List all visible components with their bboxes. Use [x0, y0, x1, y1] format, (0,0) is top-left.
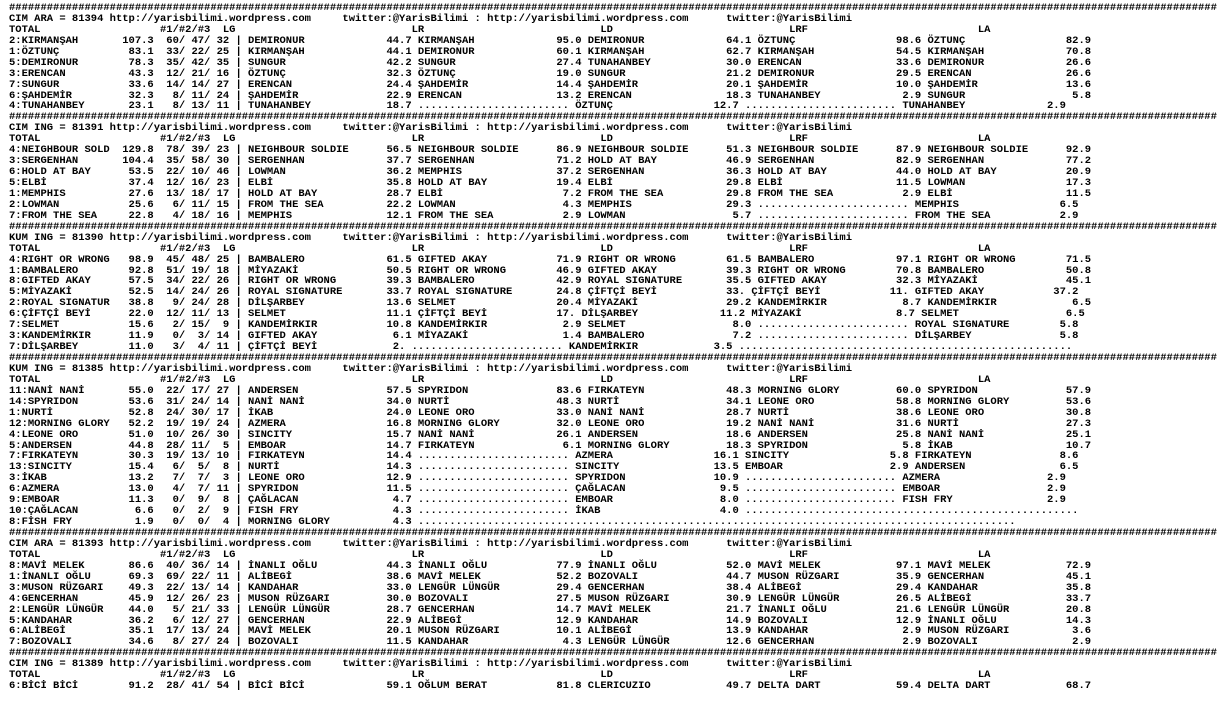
column-header-line: TOTAL #1/#2/#3 LG LR LD LRF LA	[9, 669, 991, 682]
horse-row: 5:MİYAZAKİ 52.5 14/ 24/ 26 | ROYAL SIGNATURE 33.7 ROYAL SIGNATURE 24.8 ÇİFTÇİ BEYİ 33. ÇİFTÇİ BEYİ 11. GIFTED AKAY 37.2	[9, 286, 1079, 299]
horse-row: 4:NEIGHBOUR SOLD 129.8 78/ 39/ 23 | NEIGHBOUR SOLDIE 56.5 NEIGHBOUR SOLDIE 86.9 NEIGHBOUR SOLDIE 51.3 NEIGHBOUR SOLDIE 87.9 NEIGHBOUR SOLDIE 92.9	[9, 144, 1092, 157]
horse-row: 2:KIRMANŞAH 107.3 60/ 47/ 32 | DEMIRONUR 44.7 KIRMANŞAH 95.0 DEMIRONUR 64.1 ÖZTUNÇ 98.6 ÖZTUNÇ 82.9	[9, 34, 1092, 47]
horse-row: 1:ÖZTUNÇ 83.1 33/ 22/ 25 | KIRMANŞAH 44.1 DEMIRONUR 60.1 KIRMANŞAH 62.7 KIRMANŞAH 54.5 KIRMANŞAH 70.8	[9, 45, 1092, 58]
horse-row: 7:FROM THE SEA 22.8 4/ 18/ 16 | MEMPHIS 12.1 FROM THE SEA 2.9 LOWMAN 5.7 ........................ FROM THE SEA 2.9	[9, 209, 1079, 222]
horse-row: 4:LEONE ORO 51.0 10/ 26/ 30 | SINCITY 15.7 NANİ NANİ 26.1 ANDERSEN 18.6 ANDERSEN 25.8 NANİ NANİ 25.1	[9, 428, 1092, 441]
horse-row: 7:SUNGUR 33.6 14/ 14/ 27 | ERENCAN 24.4 ŞAHDEMİR 14.4 ŞAHDEMİR 20.1 ŞAHDEMİR 10.0 ŞAHDEMİR 13.6	[9, 78, 1092, 91]
horse-row: 6:ALİBEGİ 35.1 17/ 13/ 24 | MAVİ MELEK 20.1 MUSON RÜZGARI 10.1 ALİBEGİ 13.9 KANDAHAR 2.9 MUSON RÜZGARI 3.6	[9, 625, 1092, 638]
horse-row: 3:SERGENHAN 104.4 35/ 58/ 30 | SERGENHAN 37.7 SERGENHAN 71.2 HOLD AT BAY 46.9 SERGENHAN 82.9 SERGENHAN 77.2	[9, 155, 1092, 168]
horse-row: 3:KANDEMİRKIR 11.9 0/ 3/ 14 | GIFTED AKAY 6.1 MİYAZAKİ 1.4 BAMBALERO 7.2 ........................ DİLŞARBEY 5.8	[9, 330, 1079, 343]
horse-row: 1:İNANLI OĞLU 69.3 69/ 22/ 11 | ALİBEGİ 38.6 MAVİ MELEK 52.2 BOZOVALI 44.7 MUSON RÜZGARI 35.9 GENCERHAN 45.1	[9, 570, 1092, 583]
column-header-line: TOTAL #1/#2/#3 LG LR LD LRF LA	[9, 133, 991, 146]
horse-row: 11:NANİ NANİ 55.0 22/ 17/ 27 | ANDERSEN 57.5 SPYRIDON 83.6 FIRKATEYN 48.3 MORNING GLORY 60.0 SPYRIDON 57.9	[9, 384, 1092, 397]
horse-row: 10:ÇAĞLACAN 6.6 0/ 2/ 9 | FISH FRY 4.3 ........................ İKAB 4.0 .....................................................	[9, 505, 1079, 518]
horse-row: 7:FIRKATEYN 30.3 19/ 13/ 10 | FIRKATEYN 14.4 ........................ AZMERA 16.1 SINCITY 5.8 FIRKATEYN 8.6	[9, 450, 1079, 463]
horse-row: 5:ANDERSEN 44.8 28/ 11/ 5 | EMBOAR 14.7 FIRKATEYN 6.1 MORNING GLORY 18.3 SPYRIDON 5.8 İKAB 10.7	[9, 439, 1092, 452]
horse-row: 6:ŞAHDEMİR 32.3 8/ 11/ 24 | ŞAHDEMİR 22.9 ERENCAN 13.2 ERENCAN 18.3 TUNAHANBEY 2.9 SUNGUR 5.8	[9, 89, 1092, 102]
column-header-line: TOTAL #1/#2/#3 LG LR LD LRF LA	[9, 242, 991, 255]
horse-row: 7:DİLŞARBEY 11.0 3/ 4/ 11 | ÇİFTÇİ BEYİ 2. ........................ KANDEMİRKIR 3.5 .....................................................	[9, 341, 1073, 354]
horse-row: 1:BAMBALERO 92.8 51/ 19/ 18 | MİYAZAKİ 50.5 RIGHT OR WRONG 46.9 GIFTED AKAY 39.3 RIGHT OR WRONG 70.8 BAMBALERO 50.8	[9, 264, 1092, 277]
column-header-line: TOTAL #1/#2/#3 LG LR LD LRF LA	[9, 23, 991, 36]
separator-line: ################################################################################################################################################################################################	[9, 2, 1217, 14]
horse-row: 2:ROYAL SIGNATUR 38.8 9/ 24/ 28 | DİLŞARBEY 13.6 SELMET 20.4 MİYAZAKİ 29.2 KANDEMİRKIR 8.7 KANDEMİRKIR 6.5	[9, 297, 1092, 310]
horse-row: 3:ERENCAN 43.3 12/ 21/ 16 | ÖZTUNÇ 32.3 ÖZTUNÇ 19.0 SUNGUR 21.2 DEMIRONUR 29.5 ERENCAN 26.6	[9, 67, 1092, 80]
horse-row: 13:SINCITY 15.4 6/ 5/ 8 | NURTİ 14.3 ........................ SINCITY 13.5 EMBOAR 2.9 ANDERSEN 6.5	[9, 461, 1079, 474]
horse-row: 6:AZMERA 13.0 4/ 7/ 11 | SPYRIDON 11.5 ........................ ÇAĞLACAN 9.5 ........................ EMBOAR 2.9	[9, 483, 1066, 496]
separator-line: ################################################################################################################################################################################################	[9, 352, 1217, 364]
horse-row: 14:SPYRIDON 53.6 31/ 24/ 14 | NANİ NANİ 34.0 NURTİ 48.3 NURTİ 34.1 LEONE ORO 58.8 MORNING GLORY 53.6	[9, 395, 1092, 408]
race-header-line: KUM ING = 81385 http://yarisbilimi.wordpress.com twitter:@YarisBilimi : http://yarisbilimi.wordpress.com twitter:@YarisBilimi	[9, 362, 852, 375]
horse-row: 4:RIGHT OR WRONG 98.9 45/ 48/ 25 | BAMBALERO 61.5 GIFTED AKAY 71.9 RIGHT OR WRONG 61.5 BAMBALERO 97.1 RIGHT OR WRONG 71.5	[9, 253, 1092, 266]
horse-row: 5:ELBİ 37.4 12/ 16/ 23 | ELBİ 35.8 HOLD AT BAY 19.4 ELBİ 29.8 ELBİ 11.5 LOWMAN 17.3	[9, 177, 1092, 189]
horse-row: 8:MAVİ MELEK 86.6 40/ 36/ 14 | İNANLI OĞLU 44.3 İNANLI OĞLU 77.9 İNANLI OĞLU 52.0 MAVİ MELEK 97.1 MAVİ MELEK 72.9	[9, 559, 1092, 572]
column-header-line: TOTAL #1/#2/#3 LG LR LD LRF LA	[9, 373, 991, 386]
horse-row: 6:BİCİ BİCİ 91.2 28/ 41/ 54 | BİCİ BİCİ 59.1 OĞLUM BERAT 81.8 CLERICUZIO 49.7 DELTA DART 59.4 DELTA DART 68.7	[9, 680, 1092, 693]
horse-row: 3:İKAB 13.2 7/ 7/ 3 | LEONE ORO 12.9 ........................ SPYRIDON 10.9 ........................ AZMERA 2.9	[9, 472, 1066, 485]
horse-row: 3:MUSON RÜZGARI 49.3 22/ 13/ 14 | KANDAHAR 33.0 LENGÜR LÜNGÜR 29.4 GENCERHAN 38.4 ALİBEGİ 29.4 KANDAHAR 35.8	[9, 581, 1092, 594]
horse-row: 4:GENCERHAN 45.9 12/ 26/ 23 | MUSON RÜZGARI 30.0 BOZOVALI 27.5 MUSON RÜZGARI 30.9 LENGÜR LÜNGÜR 26.5 ALİBEGİ 33.7	[9, 592, 1092, 605]
horse-row: 12:MORNING GLORY 52.2 19/ 19/ 24 | AZMERA 16.8 MORNING GLORY 32.0 LEONE ORO 19.2 NANİ NANİ 31.6 NURTİ 27.3	[9, 417, 1092, 430]
separator-line: ################################################################################################################################################################################################	[9, 647, 1217, 660]
column-header-line: TOTAL #1/#2/#3 LG LR LD LRF LA	[9, 548, 991, 561]
horse-row: 8:GIFTED AKAY 57.5 34/ 22/ 26 | RIGHT OR WRONG 39.3 BAMBALERO 42.9 ROYAL SIGNATURE 35.5 GIFTED AKAY 32.3 MİYAZAKİ 45.1	[9, 275, 1092, 288]
horse-row: 6:ÇİFTÇİ BEYİ 22.0 12/ 11/ 13 | SELMET 11.1 ÇİFTÇİ BEYİ 17. DİLŞARBEY 11.2 MİYAZAKİ 8.7 SELMET 6.5	[9, 308, 1085, 321]
horse-row: 2:LENGÜR LÜNGÜR 44.0 5/ 21/ 33 | LENGÜR LÜNGÜR 28.7 GENCERHAN 14.7 MAVİ MELEK 21.7 İNANLI OĞLU 21.6 LENGÜR LÜNGÜR 20.8	[9, 603, 1092, 616]
race-header-line: CIM ARA = 81394 http://yarisbilimi.wordpress.com twitter:@YarisBilimi : http://yarisbilimi.wordpress.com twitter:@YarisBilimi	[9, 12, 852, 25]
separator-line: ################################################################################################################################################################################################	[9, 111, 1217, 124]
horse-row: 1:NURTİ 52.8 24/ 30/ 17 | İKAB 24.0 LEONE ORO 33.0 NANİ NANİ 28.7 NURTİ 38.6 LEONE ORO 30.8	[9, 406, 1092, 419]
horse-row: 8:FİSH FRY 1.9 0/ 0/ 4 | MORNING GLORY 4.3 ...............................................................................................	[9, 516, 1016, 529]
horse-row: 1:MEMPHIS 27.6 13/ 18/ 17 | HOLD AT BAY 28.7 ELBİ 7.2 FROM THE SEA 29.8 FROM THE SEA 2.9 ELBİ 11.5	[9, 187, 1092, 200]
separator-line: ################################################################################################################################################################################################	[9, 527, 1217, 539]
horse-row: 7:BOZOVALI 34.6 8/ 27/ 24 | BOZOVALI 11.5 KANDAHAR 4.3 LENGÜR LÜNGÜR 12.6 GENCERHAN 2.9 BOZOVALI 2.9	[9, 636, 1092, 649]
horse-row: 9:EMBOAR 11.3 0/ 9/ 8 | ÇAĞLACAN 4.7 ........................ EMBOAR 8.0 ........................ FISH FRY 2.9	[9, 494, 1066, 507]
horse-row: 5:KANDAHAR 36.2 6/ 12/ 27 | GENCERHAN 22.9 ALİBEGİ 12.9 KANDAHAR 14.9 BOZOVALI 12.9 İNANLI OĞLU 14.3	[9, 614, 1092, 627]
horse-row: 2:LOWMAN 25.6 6/ 11/ 15 | FROM THE SEA 22.2 LOWMAN 4.3 MEMPHIS 29.3 ........................ MEMPHIS 6.5	[9, 198, 1079, 211]
horse-row: 5:DEMIRONUR 78.3 35/ 42/ 35 | SUNGUR 42.2 SUNGUR 27.4 TUNAHANBEY 30.0 ERENCAN 33.6 DEMIRONUR 26.6	[9, 56, 1092, 69]
race-header-line: KUM ING = 81390 http://yarisbilimi.wordpress.com twitter:@YarisBilimi : http://yarisbilimi.wordpress.com twitter:@YarisBilimi	[9, 231, 852, 244]
horse-row: 6:HOLD AT BAY 53.5 22/ 10/ 46 | LOWMAN 36.2 MEMPHIS 37.2 SERGENHAN 36.3 HOLD AT BAY 44.0 HOLD AT BAY 20.9	[9, 166, 1092, 179]
race-header-line: CIM ING = 81389 http://yarisbilimi.wordpress.com twitter:@YarisBilimi : http://yarisbilimi.wordpress.com twitter:@YarisBilimi	[9, 658, 852, 671]
race-header-line: CIM ING = 81391 http://yarisbilimi.wordpress.com twitter:@YarisBilimi : http://yarisbilimi.wordpress.com twitter:@YarisBilimi	[9, 122, 852, 135]
horse-row: 7:SELMET 15.6 2/ 15/ 9 | KANDEMİRKIR 10.8 KANDEMİRKIR 2.9 SELMET 8.0 ........................ ROYAL SIGNATURE 5.8	[9, 319, 1079, 332]
horse-row: 4:TUNAHANBEY 23.1 8/ 13/ 11 | TUNAHANBEY 18.7 ........................ ÖZTUNÇ 12.7 ........................ TUNAHANBEY 2.9	[9, 100, 1066, 113]
race-header-line: CIM ARA = 81393 http://yarisbilimi.wordpress.com twitter:@YarisBilimi : http://yarisbilimi.wordpress.com twitter:@YarisBilimi	[9, 537, 852, 550]
separator-line: ################################################################################################################################################################################################	[9, 220, 1217, 233]
